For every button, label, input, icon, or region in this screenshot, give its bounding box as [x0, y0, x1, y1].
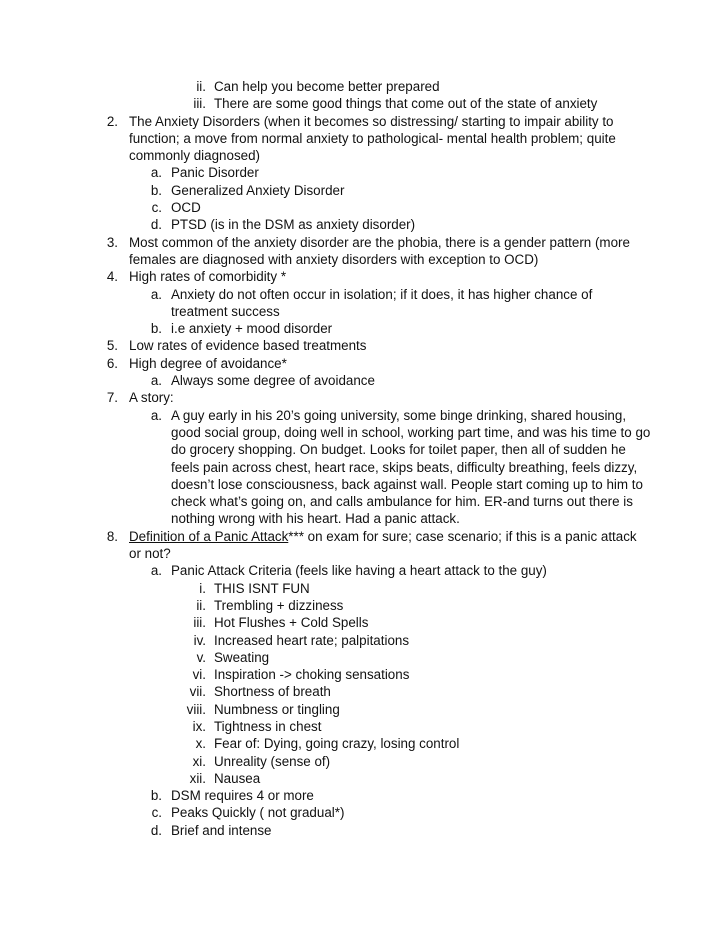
list-marker: d. [150, 822, 162, 838]
list-item-text: Peaks Quickly ( not gradual*) [171, 805, 345, 821]
list-item-text: nothing wrong with his heart. Had a panic attack. [171, 511, 460, 527]
list-item [0, 718, 728, 735]
list-item-text: Numbness or tingling [214, 701, 340, 717]
list-item [0, 113, 728, 130]
list-item [0, 95, 728, 112]
list-item-text: doesn’t lose consciousness, back against wall. People start coming up to him to [171, 476, 643, 492]
list-item [0, 822, 728, 839]
list-item-text: Nausea [214, 770, 261, 786]
list-marker: b. [150, 182, 162, 198]
list-marker: 7. [106, 390, 118, 406]
list-item-text: Panic Attack Criteria (feels like having a heart attack to the guy) [171, 563, 547, 579]
list-item [0, 164, 728, 181]
list-marker: viii. [186, 701, 206, 717]
list-item-text: A guy early in his 20’s going university, some binge drinking, shared housing, [171, 407, 627, 423]
list-item [0, 234, 728, 251]
list-item [0, 407, 728, 424]
list-item-text: function; a move from normal anxiety to pathological- mental health problem; quite [129, 130, 616, 146]
list-item-text: i.e anxiety + mood disorder [171, 321, 333, 337]
list-item-text: good social group, doing well in school, working part time, and was his time to go [171, 424, 651, 440]
list-item [0, 199, 728, 216]
list-item [0, 770, 728, 787]
list-item-continuation [0, 476, 728, 493]
list-item-text: Sweating [214, 649, 270, 665]
list-item [0, 666, 728, 683]
list-item-text: feels pain across chest, heart race, skips beats, difficulty breathing, feels dizzy, [171, 459, 638, 475]
list-item-continuation [0, 493, 728, 510]
list-item-continuation [0, 441, 728, 458]
list-marker: xi. [192, 753, 206, 769]
list-item [0, 735, 728, 752]
list-marker: iv. [193, 632, 206, 648]
list-marker: iii. [193, 96, 206, 112]
list-marker: 2. [106, 113, 118, 129]
list-item-text: do grocery shopping. On budget. Looks for toilet paper, then all of sudden he [171, 442, 626, 458]
list-item-text: treatment success [171, 303, 280, 319]
list-marker: 5. [106, 338, 118, 354]
list-item [0, 216, 728, 233]
list-item-text: Brief and intense [171, 822, 272, 838]
list-marker: a. [150, 563, 162, 579]
list-item-text: Low rates of evidence based treatments [129, 338, 367, 354]
list-marker: ii. [196, 597, 206, 613]
list-item-text: Unreality (sense of) [214, 753, 331, 769]
list-item [0, 182, 728, 199]
list-marker: c. [151, 805, 162, 821]
list-item-text: females are diagnosed with anxiety disorders with exception to OCD) [129, 251, 539, 267]
list-item-text: DSM requires 4 or more [171, 788, 314, 804]
list-item [0, 804, 728, 821]
list-item-continuation [0, 147, 728, 164]
list-item-text-rest: *** on exam for sure; case scenario; if this is a panic attack [288, 528, 637, 544]
list-marker: ii. [196, 79, 206, 94]
list-marker: c. [151, 200, 162, 216]
list-item-text: OCD [171, 200, 201, 216]
list-item-continuation [0, 510, 728, 527]
list-marker: a. [150, 373, 162, 389]
list-item [0, 528, 728, 545]
list-marker: b. [150, 788, 162, 804]
list-item [0, 649, 728, 666]
list-marker: a. [150, 407, 162, 423]
list-item-continuation [0, 424, 728, 441]
list-marker: v. [196, 649, 206, 665]
list-item [0, 372, 728, 389]
list-marker: a. [150, 165, 162, 181]
list-item-text: There are some good things that come out of the state of anxiety [214, 96, 598, 112]
list-marker: b. [150, 321, 162, 337]
list-marker: d. [150, 217, 162, 233]
list-marker: a. [150, 286, 162, 302]
list-item-continuation [0, 459, 728, 476]
list-item-text: Increased heart rate; palpitations [214, 632, 410, 648]
list-item [0, 389, 728, 406]
list-item [0, 320, 728, 337]
list-item-continuation [0, 545, 728, 562]
list-item [0, 614, 728, 631]
list-item [0, 562, 728, 579]
list-item-text: commonly diagnosed) [129, 148, 260, 164]
list-item-text: The Anxiety Disorders (when it becomes so distressing/ starting to impair ability to [129, 113, 614, 129]
list-item-text: High degree of avoidance* [129, 355, 287, 371]
list-marker: vii. [189, 684, 206, 700]
list-item [0, 701, 728, 718]
list-marker: xii. [189, 770, 206, 786]
list-item [0, 337, 728, 354]
list-item [0, 268, 728, 285]
list-marker: iii. [193, 615, 206, 631]
list-item-text: Fear of: Dying, going crazy, losing control [214, 736, 460, 752]
list-item-text: Can help you become better prepared [214, 79, 440, 94]
list-marker: 3. [106, 234, 118, 250]
list-item [0, 580, 728, 597]
list-marker: 8. [106, 528, 118, 544]
list-marker: ix. [192, 718, 206, 734]
list-marker: x. [195, 736, 206, 752]
list-item-text: Tightness in chest [214, 718, 322, 734]
document-page [0, 78, 728, 839]
list-item-continuation [0, 303, 728, 320]
list-item-text: A story: [129, 390, 174, 406]
list-item [0, 753, 728, 770]
list-marker: vi. [192, 667, 206, 683]
list-item-text: Anxiety do not often occur in isolation; if it does, it has higher chance of [171, 286, 593, 302]
list-item-text: Hot Flushes + Cold Spells [214, 615, 369, 631]
list-item [0, 683, 728, 700]
list-item-text: Generalized Anxiety Disorder [171, 182, 345, 198]
list-item-text [129, 528, 637, 545]
list-item [0, 355, 728, 372]
list-item-text: THIS ISNT FUN [214, 580, 310, 596]
list-item-text: Shortness of breath [214, 684, 331, 700]
list-item [0, 597, 728, 614]
list-marker: i. [199, 580, 206, 596]
list-item [0, 286, 728, 303]
list-item [0, 787, 728, 804]
list-item-text: or not? [129, 546, 171, 562]
list-marker: 6. [106, 355, 118, 371]
list-item-text: Inspiration -> choking sensations [214, 667, 410, 683]
list-marker: 4. [106, 269, 118, 285]
list-item [0, 78, 728, 95]
list-item-text: Trembling + dizziness [214, 597, 344, 613]
list-item-text: Most common of the anxiety disorder are the phobia, there is a gender pattern (more [129, 234, 630, 250]
list-item-text: Always some degree of avoidance [171, 373, 375, 389]
list-item-text: High rates of comorbidity * [129, 269, 287, 285]
list-item-text: Panic Disorder [171, 165, 259, 181]
underlined-term: Definition of a Panic Attack [129, 528, 289, 544]
list-item-text: check what’s going on, and calls ambulance for him. ER-and turns out there is [171, 494, 633, 510]
list-item-text: PTSD (is in the DSM as anxiety disorder) [171, 217, 416, 233]
list-item-continuation [0, 251, 728, 268]
list-item-continuation [0, 130, 728, 147]
list-item [0, 632, 728, 649]
